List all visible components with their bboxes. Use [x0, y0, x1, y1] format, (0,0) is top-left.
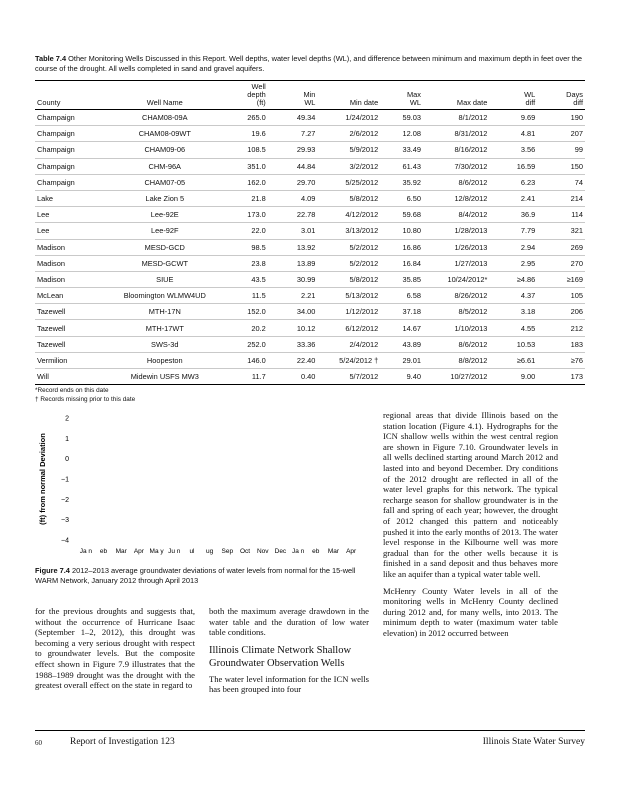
cell-wl-diff: 36.9 [489, 207, 537, 223]
cell-max-date: 1/27/2013 [423, 255, 489, 271]
cell-well-name: SIUE [106, 271, 223, 287]
cell-county: Tazewell [35, 304, 106, 320]
table-row [35, 320, 585, 336]
cell-wl-diff: 3.56 [489, 142, 537, 158]
y-tick-label: −4 [61, 537, 69, 545]
cell-min-date: 5/24/2012 † [317, 352, 380, 368]
cell-wl-diff: ≥6.61 [489, 352, 537, 368]
cell-wl-diff: 3.18 [489, 304, 537, 320]
cell-max-wl: 35.92 [380, 174, 423, 190]
cell-county: Lake [35, 190, 106, 206]
table-row [35, 336, 585, 352]
cell-days-diff: 99 [537, 142, 585, 158]
cell-min-date: 4/12/2012 [317, 207, 380, 223]
body-column-2 [209, 606, 369, 701]
cell-wl-diff: 9.00 [489, 369, 537, 385]
cell-well-name: CHAM08-09WT [106, 126, 223, 142]
cell-days-diff: ≥169 [537, 271, 585, 287]
cell-well-depth: 22.0 [223, 223, 267, 239]
cell-min-date: 3/2/2012 [317, 158, 380, 174]
table-caption [35, 54, 585, 74]
body-column-1 [35, 606, 195, 697]
x-tick-label: Oct [239, 548, 251, 555]
cell-max-wl: 12.08 [380, 126, 423, 142]
header-county: County [35, 81, 106, 110]
cell-well-name: MESD-GCD [106, 239, 223, 255]
cell-min-wl: 3.01 [268, 223, 318, 239]
cell-min-date: 2/4/2012 [317, 336, 380, 352]
x-tick-label: Apr [133, 548, 144, 555]
cell-well-depth: 43.5 [223, 271, 267, 287]
cell-wl-diff: 7.79 [489, 223, 537, 239]
cell-max-date: 1/26/2013 [423, 239, 489, 255]
cell-county: Champaign [35, 126, 106, 142]
cell-max-date: 8/5/2012 [423, 304, 489, 320]
cell-max-wl: 59.68 [380, 207, 423, 223]
cell-max-date: 1/28/2013 [423, 223, 489, 239]
cell-wl-diff: 2.41 [489, 190, 537, 206]
cell-min-wl: 29.70 [268, 174, 318, 190]
y-tick-label: 1 [65, 435, 69, 443]
cell-max-wl: 37.18 [380, 304, 423, 320]
x-tick-label: Ja n [79, 548, 92, 555]
cell-well-name: MTH-17N [106, 304, 223, 320]
cell-wl-diff: 6.23 [489, 174, 537, 190]
header-min-wl-l1: Min [303, 90, 316, 99]
header-min-wl-l2: WL [304, 98, 316, 107]
cell-min-wl: 22.40 [268, 352, 318, 368]
cell-max-wl: 14.67 [380, 320, 423, 336]
cell-wl-diff: 4.81 [489, 126, 537, 142]
cell-days-diff: 270 [537, 255, 585, 271]
cell-max-wl: 10.80 [380, 223, 423, 239]
cell-max-date: 7/30/2012 [423, 158, 489, 174]
x-tick-label: Nov [256, 548, 269, 555]
groundwater-deviation-chart [35, 410, 365, 560]
cell-county: Champaign [35, 174, 106, 190]
y-axis-label: (ft) from normal Deviation [38, 433, 47, 525]
cell-min-wl: 10.12 [268, 320, 318, 336]
cell-min-wl: 49.34 [268, 110, 318, 126]
col3-paragraph-2: McHenry County Water levels in all of the monitoring wells in McHenry County declined during 2012 and, for many wells, into 2013. The minimum depth to water (maximum water table elevation) in 2012 occurred between [383, 585, 558, 638]
cell-well-name: MTH-17WT [106, 320, 223, 336]
table-row [35, 369, 585, 385]
cell-well-depth: 21.8 [223, 190, 267, 206]
cell-well-name: Hoopeston [106, 352, 223, 368]
cell-min-date: 5/2/2012 [317, 239, 380, 255]
cell-min-date: 3/13/2012 [317, 223, 380, 239]
header-max-wl-l2: WL [409, 98, 421, 107]
cell-days-diff: 105 [537, 288, 585, 304]
cell-max-wl: 33.49 [380, 142, 423, 158]
table-caption-label: Table 7.4 [35, 54, 67, 63]
cell-county: Champaign [35, 110, 106, 126]
x-tick-label: Mar [327, 548, 340, 555]
cell-min-date: 6/12/2012 [317, 320, 380, 336]
cell-days-diff: 207 [537, 126, 585, 142]
header-well-depth-l1: Well [251, 82, 266, 91]
header-days-diff [537, 81, 585, 110]
monitoring-wells-table [35, 80, 585, 385]
header-min-date: Min date [317, 81, 380, 110]
header-well-depth-l2: depth [247, 90, 266, 99]
cell-min-wl: 4.09 [268, 190, 318, 206]
cell-well-name: CHAM09-06 [106, 142, 223, 158]
y-tick-label: 0 [65, 456, 69, 464]
table-row [35, 126, 585, 142]
cell-well-name: Lee-92F [106, 223, 223, 239]
footnote-record-ends: *Record ends on this date [35, 387, 109, 394]
cell-county: Madison [35, 255, 106, 271]
header-well-depth [223, 81, 267, 110]
cell-max-wl: 16.84 [380, 255, 423, 271]
col1-paragraph: for the previous droughts and suggests that, without the occurrence of Hurricane Isaac (September 1–2, 2012), this drought was becoming a very serious drought with respect to groundwater levels. But the composite effect shown in Figure 7.9 illustrates that the 1988–1989 drought was the drought with the greatest overall effect on the state in regard to [35, 606, 195, 691]
x-tick-label: Apr [346, 548, 357, 555]
y-tick-label: 2 [65, 415, 69, 423]
cell-days-diff: 173 [537, 369, 585, 385]
cell-min-wl: 33.36 [268, 336, 318, 352]
cell-min-wl: 30.99 [268, 271, 318, 287]
cell-min-wl: 34.00 [268, 304, 318, 320]
cell-max-wl: 6.58 [380, 288, 423, 304]
table-row [35, 190, 585, 206]
cell-max-date: 8/26/2012 [423, 288, 489, 304]
footer-rule [35, 730, 585, 731]
cell-days-diff: 183 [537, 336, 585, 352]
cell-days-diff: 321 [537, 223, 585, 239]
report-title: Report of Investigation 123 [70, 737, 175, 747]
cell-max-date: 8/6/2012 [423, 336, 489, 352]
chart-svg [35, 410, 365, 560]
cell-county: Madison [35, 239, 106, 255]
figure-caption-text: 2012–2013 average groundwater deviations of water levels from normal for the 15-well WARM Network, January 2012 through April 2013 [35, 566, 356, 585]
cell-well-depth: 265.0 [223, 110, 267, 126]
cell-wl-diff: 10.53 [489, 336, 537, 352]
cell-max-date: 8/1/2012 [423, 110, 489, 126]
cell-days-diff: 74 [537, 174, 585, 190]
cell-well-depth: 146.0 [223, 352, 267, 368]
cell-min-wl: 44.84 [268, 158, 318, 174]
header-days-diff-l2: diff [573, 98, 583, 107]
x-tick-label: Mar [115, 548, 127, 555]
cell-days-diff: 114 [537, 207, 585, 223]
cell-max-date: 8/8/2012 [423, 352, 489, 368]
cell-well-name: MESD-GCWT [106, 255, 223, 271]
table-row [35, 223, 585, 239]
x-tick-label: Sep [221, 548, 234, 555]
table-row [35, 158, 585, 174]
cell-wl-diff: 9.69 [489, 110, 537, 126]
x-tick-label: eb [312, 548, 320, 555]
cell-min-wl: 0.40 [268, 369, 318, 385]
cell-days-diff: 190 [537, 110, 585, 126]
cell-max-wl: 6.50 [380, 190, 423, 206]
header-wl-diff-l1: WL [524, 90, 536, 99]
cell-well-depth: 252.0 [223, 336, 267, 352]
x-tick-label: eb [99, 548, 108, 555]
cell-min-wl: 22.78 [268, 207, 318, 223]
cell-min-wl: 13.92 [268, 239, 318, 255]
header-min-wl [268, 81, 318, 110]
cell-wl-diff: 4.37 [489, 288, 537, 304]
x-tick-label: Ma y [149, 548, 164, 555]
cell-county: Champaign [35, 142, 106, 158]
cell-well-depth: 98.5 [223, 239, 267, 255]
x-tick-label: ug [206, 548, 214, 555]
col2-paragraph-1: both the maximum average drawdown in the water table and the duration of low water table conditions. [209, 606, 369, 638]
cell-wl-diff: 4.55 [489, 320, 537, 336]
cell-min-date: 5/8/2012 [317, 271, 380, 287]
table-row [35, 304, 585, 320]
cell-max-date: 8/6/2012 [423, 174, 489, 190]
cell-well-depth: 11.7 [223, 369, 267, 385]
cell-well-depth: 19.6 [223, 126, 267, 142]
cell-well-name: Lake Zion 5 [106, 190, 223, 206]
cell-min-date: 5/9/2012 [317, 142, 380, 158]
cell-county: Madison [35, 271, 106, 287]
header-wl-diff-l2: diff [525, 98, 536, 107]
cell-days-diff: 150 [537, 158, 585, 174]
cell-min-wl: 2.21 [268, 288, 318, 304]
header-max-wl [380, 81, 423, 110]
cell-county: Tazewell [35, 320, 106, 336]
x-tick-label: Dec [274, 548, 287, 555]
cell-wl-diff: ≥4.86 [489, 271, 537, 287]
cell-max-date: 1/10/2013 [423, 320, 489, 336]
cell-max-wl: 59.03 [380, 110, 423, 126]
cell-min-wl: 29.93 [268, 142, 318, 158]
publisher-name: Illinois State Water Survey [482, 737, 585, 747]
cell-min-date: 5/7/2012 [317, 369, 380, 385]
table-body [35, 110, 585, 385]
table-caption-text: Other Monitoring Wells Discussed in this Report. Well depths, water level depths (WL), and difference between minimum and maximum depth in feet over the course of the drought. All wells completed in sand and gravel aquifers. [35, 54, 583, 73]
cell-max-date: 8/4/2012 [423, 207, 489, 223]
cell-min-date: 5/25/2012 [317, 174, 380, 190]
cell-well-name: Bloomington WLMW4UD [106, 288, 223, 304]
cell-well-name: Lee-92E [106, 207, 223, 223]
cell-min-date: 2/6/2012 [317, 126, 380, 142]
cell-max-wl: 35.85 [380, 271, 423, 287]
cell-well-depth: 162.0 [223, 174, 267, 190]
cell-max-wl: 61.43 [380, 158, 423, 174]
y-tick-label: −3 [61, 517, 69, 525]
cell-max-wl: 9.40 [380, 369, 423, 385]
col3-paragraph-1: regional areas that divide Illinois based on the station location (Figure 4.1). Hydrographs for the ICN shallow wells within the west central region are shown in Figure 7.10. Groundwater levels in all wells declined starting around March 2012 and lasted into and beyond December. Dry conditions of the 2012 drought are reflected in all of the water level graphs for this network. The typical recharge season for shallow groundwater is in the fall and spring of each year; however, the drought of 2012 changed this pattern and noticeably pushed it into the early months of 2013. The water level response in the Kilbourne well was more gradual than for the other wells because it is finished in a sand deposit and thus behaves more like an aquifer than a typical water table well. [383, 410, 558, 579]
body-column-3 [383, 410, 558, 644]
x-tick-label: Ju n [168, 548, 181, 555]
cell-min-date: 1/12/2012 [317, 304, 380, 320]
footnote-records-missing: † Records missing prior to this date [35, 396, 136, 403]
cell-min-date: 5/8/2012 [317, 190, 380, 206]
cell-well-name: CHAM08-09A [106, 110, 223, 126]
cell-max-wl: 43.89 [380, 336, 423, 352]
table-header-row [35, 81, 585, 110]
header-well-name: Well Name [106, 81, 223, 110]
cell-well-depth: 351.0 [223, 158, 267, 174]
header-days-diff-l1: Days [566, 90, 583, 99]
table-row [35, 352, 585, 368]
cell-days-diff: ≥76 [537, 352, 585, 368]
cell-max-date: 12/8/2012 [423, 190, 489, 206]
cell-max-date: 10/24/2012* [423, 271, 489, 287]
cell-days-diff: 214 [537, 190, 585, 206]
cell-wl-diff: 2.94 [489, 239, 537, 255]
cell-max-date: 10/27/2012 [423, 369, 489, 385]
cell-well-name: CHM-96A [106, 158, 223, 174]
table-row [35, 142, 585, 158]
table-row [35, 271, 585, 287]
cell-county: McLean [35, 288, 106, 304]
cell-days-diff: 269 [537, 239, 585, 255]
y-tick-label: −1 [61, 476, 69, 484]
y-tick-label: −2 [61, 496, 69, 504]
header-max-date: Max date [423, 81, 489, 110]
x-tick-label: Ja n [291, 548, 305, 555]
x-tick-label: ul [189, 548, 195, 555]
cell-county: Vermilion [35, 352, 106, 368]
cell-county: Champaign [35, 158, 106, 174]
table-row [35, 174, 585, 190]
cell-well-depth: 173.0 [223, 207, 267, 223]
cell-min-date: 5/2/2012 [317, 255, 380, 271]
cell-min-date: 1/24/2012 [317, 110, 380, 126]
cell-well-name: CHAM07-05 [106, 174, 223, 190]
cell-well-depth: 20.2 [223, 320, 267, 336]
header-wl-diff [489, 81, 537, 110]
cell-well-depth: 108.5 [223, 142, 267, 158]
section-heading-icn: Illinois Climate Network Shallow Groundwater Observation Wells [209, 644, 352, 669]
cell-county: Lee [35, 207, 106, 223]
cell-min-wl: 7.27 [268, 126, 318, 142]
cell-well-depth: 11.5 [223, 288, 267, 304]
figure-caption [35, 566, 365, 586]
cell-max-wl: 16.86 [380, 239, 423, 255]
table-row [35, 255, 585, 271]
figure-caption-label: Figure 7.4 [35, 566, 70, 575]
cell-well-name: SWS-3d [106, 336, 223, 352]
header-max-wl-l1: Max [406, 90, 421, 99]
cell-well-depth: 23.8 [223, 255, 267, 271]
table-footnotes [35, 386, 135, 404]
table-row [35, 110, 585, 126]
cell-max-wl: 29.01 [380, 352, 423, 368]
cell-max-date: 8/16/2012 [423, 142, 489, 158]
cell-days-diff: 212 [537, 320, 585, 336]
cell-well-depth: 152.0 [223, 304, 267, 320]
cell-min-date: 5/13/2012 [317, 288, 380, 304]
page-number: 60 [35, 739, 42, 747]
table-row [35, 288, 585, 304]
cell-county: Lee [35, 223, 106, 239]
table-row [35, 207, 585, 223]
col2-paragraph-2: The water level information for the ICN wells has been grouped into four [209, 673, 369, 695]
cell-days-diff: 206 [537, 304, 585, 320]
cell-county: Tazewell [35, 336, 106, 352]
cell-min-wl: 13.89 [268, 255, 318, 271]
cell-wl-diff: 16.59 [489, 158, 537, 174]
header-well-depth-l3: (ft) [256, 98, 266, 107]
cell-well-name: Midewin USFS MW3 [106, 369, 223, 385]
cell-max-date: 8/31/2012 [423, 126, 489, 142]
table-row [35, 239, 585, 255]
cell-wl-diff: 2.95 [489, 255, 537, 271]
cell-county: Will [35, 369, 106, 385]
